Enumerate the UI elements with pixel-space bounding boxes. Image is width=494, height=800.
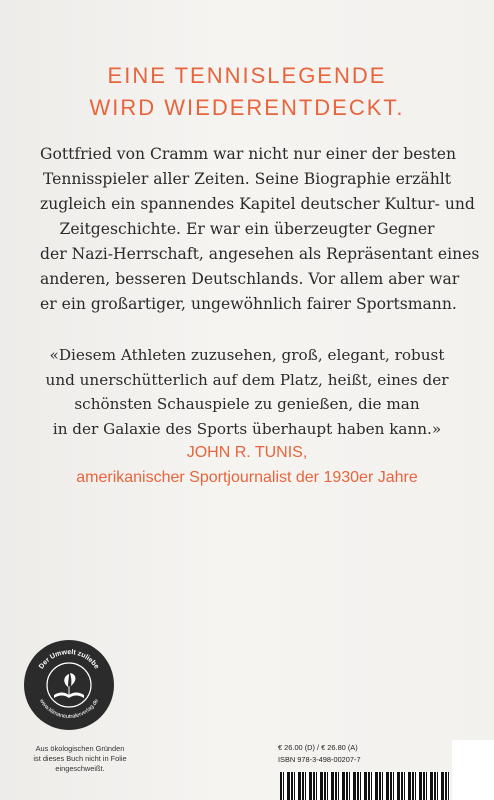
- barcode: [280, 772, 450, 800]
- price-box: [278, 742, 361, 766]
- blurb-line: Tennisspieler aller Zeiten. Seine Biographie erzählt: [42, 170, 452, 188]
- blurb-line: Gottfried von Cramm war nicht nur einer der besten: [40, 145, 457, 163]
- quote-paragraph: [40, 343, 454, 441]
- leaf-book-icon: [24, 640, 114, 730]
- eco-badge-top-text: Der Umwelt zuliebe: [38, 648, 100, 671]
- eco-badge: [24, 640, 114, 730]
- isbn-text: ISBN 978-3-498-00207-7: [278, 755, 361, 764]
- blurb-line: der Nazi-Herrschaft, angesehen als Repräsentant eines: [40, 245, 480, 263]
- blurb-line: er ein großartiger, ungewöhnlich fairer Sportsmann.: [40, 295, 457, 313]
- headline: [0, 60, 494, 124]
- eco-badge-bottom-text: www.klimaneutralerverlag.de: [37, 698, 101, 721]
- blurb-paragraph: [40, 142, 480, 317]
- blurb-line: anderen, besseren Deutschlands. Vor allem aber war: [40, 270, 460, 288]
- price-text: € 26.00 (D) / € 26.80 (A): [278, 743, 358, 752]
- eco-note-line: eingeschweißt.: [55, 764, 105, 773]
- quote-line: «Diesem Athleten zuzusehen, groß, elegant, robust: [49, 346, 445, 364]
- quote-line: in der Galaxie des Sports überhaupt haben kann.»: [52, 419, 442, 438]
- eco-note-line: Aus ökologischen Gründen: [35, 744, 125, 753]
- quote-line: und unerschütterlich auf dem Platz, heißt, eines der: [45, 370, 449, 389]
- quote-line: schönsten Schauspiele zu genießen, die man: [74, 395, 420, 413]
- headline-line-1: EINE TENNISLEGENDE: [107, 63, 387, 88]
- attribution-role: amerikanischer Sportjournalist der 1930er Jahre: [76, 469, 418, 486]
- attribution-name: JOHN R. TUNIS,: [186, 444, 308, 461]
- eco-note-line: ist dieses Buch nicht in Folie: [33, 754, 127, 763]
- barcode-label-area: [452, 740, 494, 800]
- eco-note: [20, 744, 140, 774]
- quote-attribution: [20, 440, 474, 490]
- blurb-line: Zeitgeschichte. Er war ein überzeugter Gegner: [59, 220, 435, 238]
- headline-line-2: WIRD WIEDERENTDECKT.: [89, 95, 405, 120]
- blurb-line: zugleich ein spannendes Kapitel deutscher Kultur- und: [40, 195, 475, 213]
